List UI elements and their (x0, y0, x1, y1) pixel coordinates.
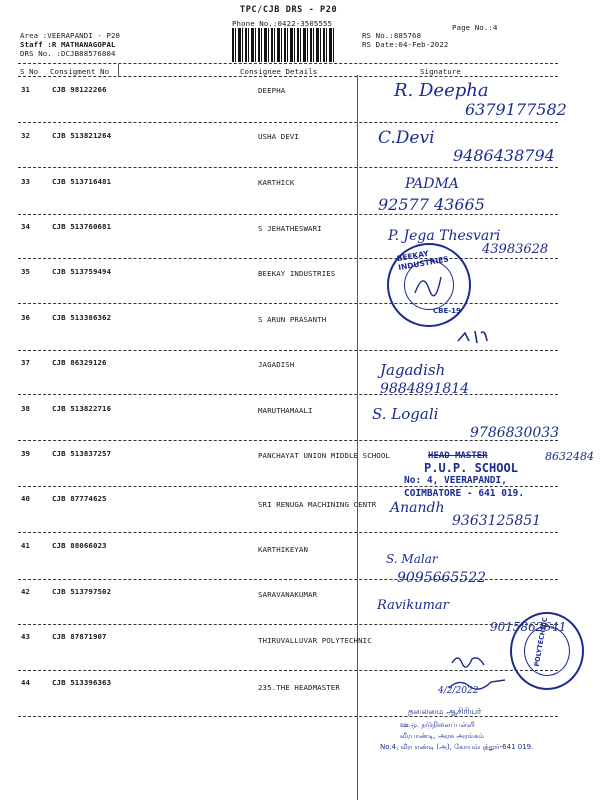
signature-32: C.Devi (378, 128, 435, 148)
signature-41: S. Malar (386, 552, 438, 566)
signature-42: Ravikumar (377, 598, 449, 613)
row-separator (18, 350, 558, 351)
tamil-seal-line-2: ஊ.ஒ. நடுநிலைப்பள்ளி (400, 721, 475, 729)
phone-38: 9786830033 (470, 425, 560, 441)
phone-40: 9363125851 (452, 513, 542, 529)
row-consignee: S ARUN PRASANTH (258, 315, 327, 324)
phone-34: 43983628 (482, 242, 549, 257)
row-separator (18, 258, 558, 259)
row-separator (18, 303, 558, 304)
tamil-seal-line-4: No.4, வீரபாண்டி (அ), கோயம்புத்தூர்-641 019. (380, 743, 534, 751)
row-consignment: CJB 513760681 (52, 222, 112, 231)
row-consignment: CJB 513797502 (52, 587, 112, 596)
row-consignee: BEEKAY INDUSTRIES (258, 269, 336, 278)
document-title: TPC/CJB DRS - P20 (240, 5, 338, 15)
row-sno: 35 (21, 267, 31, 276)
row-sno: 34 (21, 222, 31, 231)
tamil-seal-line-1: தலைமை ஆசிரியர் (408, 707, 482, 717)
row-consignment: CJB 513822716 (52, 404, 112, 413)
phone-37: 9884891814 (380, 381, 470, 397)
row-consignee: USHA DEVI (258, 132, 299, 141)
polytechnic-stamp (510, 612, 584, 690)
row-separator (18, 214, 558, 215)
drs-number: DRS No. :DCJB88576804 (20, 49, 116, 58)
row-consignment: CJB 87871907 (52, 632, 107, 641)
polytechnic-stamp-text: POLYTECHNIC (532, 616, 550, 668)
signature-40: Anandh (390, 500, 445, 516)
row-consignment: CJB 513759494 (52, 267, 112, 276)
col-signature: Signature (420, 67, 461, 76)
date-44: 4/2/2022 (438, 686, 479, 696)
staff-label: Staff :R MATHANAGOPAL (20, 40, 116, 49)
beekay-stamp-city: CBE-19 (433, 307, 461, 315)
row-consignment: CJB 87774625 (52, 494, 107, 503)
phone-42: 9015862641 (490, 620, 567, 634)
phone-41: 9095665522 (397, 570, 487, 586)
signature-43-scribble (450, 647, 490, 672)
row-consignee: JAGADISH (258, 360, 295, 369)
row-sno: 39 (21, 449, 31, 458)
rs-date: RS Date:04-Feb-2022 (362, 40, 449, 49)
row-consignment: CJB 86329126 (52, 358, 107, 367)
row-separator (18, 122, 558, 123)
page-number: Page No.:4 (452, 23, 498, 32)
row-consignee: MARUTHAMAALI (258, 406, 313, 415)
row-consignee: KARTHIKEYAN (258, 545, 309, 554)
school-address-1: No: 4, VEERAPANDI, (404, 475, 507, 486)
phone-number: Phone No.:0422-3505555 (232, 19, 333, 28)
signature-33: PADMA (405, 176, 459, 192)
beekay-stamp (387, 243, 471, 327)
signature-37: Jagadish (380, 361, 446, 379)
signature-44-scribble (447, 676, 507, 692)
row-consignment: CJB 88066023 (52, 541, 107, 550)
row-consignment: CJB 513837257 (52, 449, 112, 458)
phone-31: 6379177582 (465, 100, 567, 119)
row-consignee: DEEPHA (258, 86, 286, 95)
row-sno: 41 (21, 541, 31, 550)
col-sno: S No (20, 67, 39, 76)
signature-38: S. Logali (372, 405, 439, 423)
row-sno: 40 (21, 494, 31, 503)
row-consignment: CJB 98122266 (52, 85, 107, 94)
row-consignee: KARTHICK (258, 178, 295, 187)
row-sno: 42 (21, 587, 31, 596)
area-label: Area :VEERAPANDI - P20 (20, 31, 121, 40)
row-consignee: S JEHATHESWARI (258, 224, 322, 233)
row-consignment: CJB 513716481 (52, 177, 112, 186)
row-sno: 33 (21, 177, 31, 186)
row-sno: 32 (21, 131, 31, 140)
row-sno: 38 (21, 404, 31, 413)
school-address-2: COIMBATORE - 641 019. (404, 488, 525, 499)
row-consignment: CJB 513386362 (52, 313, 112, 322)
signature-34: P. Jega Thesvari (388, 228, 501, 244)
school-name: P.U.P. SCHOOL (424, 461, 518, 475)
row-sno: 36 (21, 313, 31, 322)
phone-32: 9486438794 (453, 146, 555, 165)
col-consignee: Consignee Details (240, 67, 318, 76)
row-sno: 37 (21, 358, 31, 367)
beekay-stamp-text: BEEKAY INDUSTRIES (395, 248, 450, 273)
signature-column-divider (357, 75, 358, 800)
signature-31: R. Deepha (394, 80, 489, 101)
school-headmaster: HEAD MASTER (428, 451, 488, 461)
header-rule-bottom (18, 76, 558, 77)
barcode (232, 28, 336, 62)
rs-number: RS No.:885768 (362, 31, 422, 40)
col-consignment: Consigment No (50, 67, 110, 76)
row-sno: 44 (21, 678, 31, 687)
row-sno: 31 (21, 85, 31, 94)
row-separator (18, 532, 558, 533)
row-consignee: SRI RENUGA MACHINING CENTR (258, 500, 377, 509)
consignment-column-tick (118, 64, 119, 77)
row-separator (18, 394, 558, 395)
row-consignment: CJB 513396363 (52, 678, 112, 687)
row-separator (18, 624, 558, 625)
tamil-seal-line-3: வீரபாண்டி, அரசு அரங்கம் (400, 732, 484, 740)
row-consignment: CJB 513821264 (52, 131, 112, 140)
row-consignee: THIRUVALLUVAR POLYTECHNIC (258, 636, 372, 645)
row-consignee: SARAVANAKUMAR (258, 590, 318, 599)
phone-39: 8632484 (545, 450, 594, 463)
row-separator (18, 486, 558, 487)
row-consignee: PANCHAYAT UNION MIDDLE SCHOOL (258, 451, 390, 460)
scribble-mark (455, 325, 495, 347)
row-consignee: 235.THE HEADMASTER (258, 683, 340, 692)
phone-33: 92577 43665 (378, 195, 485, 214)
header-rule-top (18, 63, 558, 64)
beekay-stamp-signature (411, 267, 445, 301)
row-sno: 43 (21, 632, 31, 641)
row-separator (18, 167, 558, 168)
